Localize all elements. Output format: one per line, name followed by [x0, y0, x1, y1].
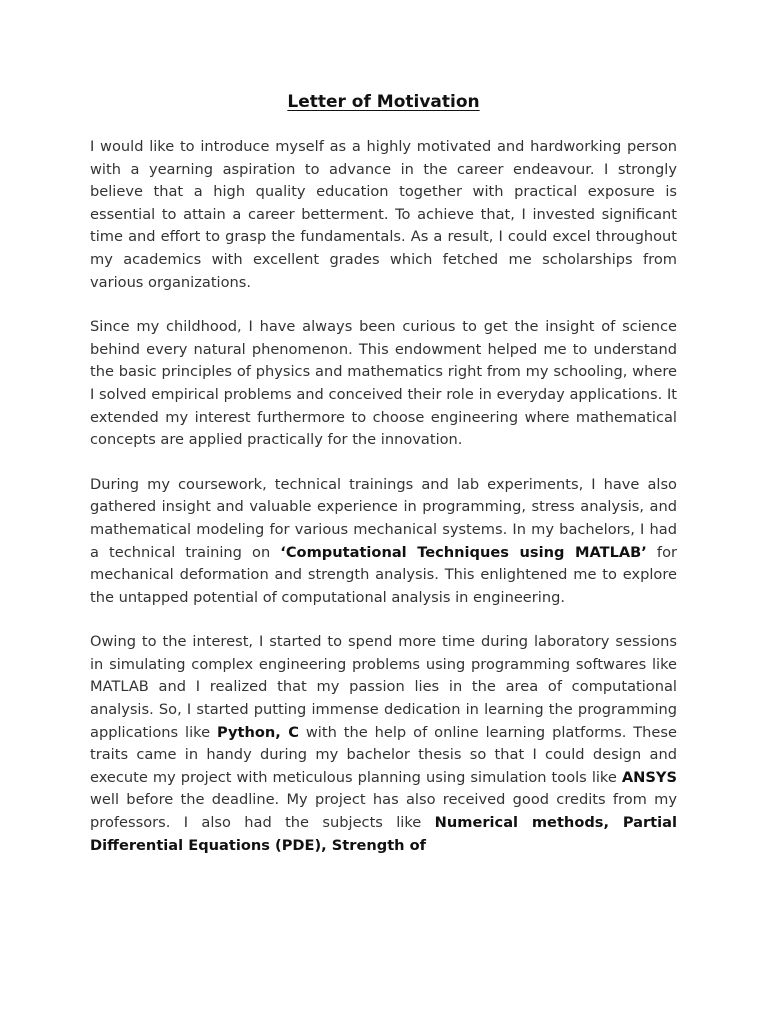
- paragraph-childhood: [90, 316, 677, 452]
- bold-course-title: ‘Computational Techniques using MATLAB’: [280, 543, 647, 561]
- paragraph-text: During my coursework, technical trainings and lab experiments, I have also gathered insight and valuable experience in programming, stress analysis, and mathematical modeling for various mechanical systems. In my bachelors, I had a technical training on: [90, 475, 677, 561]
- paragraph-text: I would like to introduce myself as a highly motivated and hardworking person with a yearning aspiration to advance in the career endeavour. I strongly believe that a high quality education together with practical exposure is essential to attain a career betterment. To achieve that, I invested significant time and effort to grasp the fundamentals. As a result, I could excel throughout my academics with excellent grades which fetched me scholarships from various organizations.: [90, 138, 677, 291]
- paragraph-text: with the help of online learning platforms. These traits came in handy during my bachelor thesis so that I could design and execute my project with meticulous planning using simulation tools like: [90, 723, 677, 786]
- paragraph-interest: [90, 631, 677, 857]
- paragraph-text: for mechanical deformation and strength analysis. This enlightened me to explore the untapped potential of computational analysis in engineering.: [90, 543, 677, 606]
- paragraph-text: well before the deadline. My project has also received good credits from my professors. I also had the subjects like: [90, 791, 677, 832]
- paragraph-text: Owing to the interest, I started to spend more time during laboratory sessions in simulating complex engineering problems using programming softwares like MATLAB and I realized that my passion lies in the area of computational analysis. So, I started putting immense dedication in learning the programming applications like: [90, 633, 677, 741]
- page-title: Letter of Motivation: [287, 92, 480, 112]
- paragraph-text: Since my childhood, I have always been curious to get the insight of science behind every natural phenomenon. This endowment helped me to understand the basic principles of physics and mathematics right from my schooling, where I solved empirical problems and conceived their role in everyday applications. It extended my interest furthermore to choose engineering where mathematical concepts are applied practically for the innovation.: [90, 318, 677, 449]
- bold-subjects: Numerical methods, Partial Differential Equations (PDE), Strength of: [90, 814, 677, 854]
- paragraph-coursework: [90, 474, 677, 610]
- bold-tool: ANSYS: [621, 768, 677, 786]
- paragraph-introduction: [90, 136, 677, 294]
- bold-languages: Python, C: [217, 723, 299, 741]
